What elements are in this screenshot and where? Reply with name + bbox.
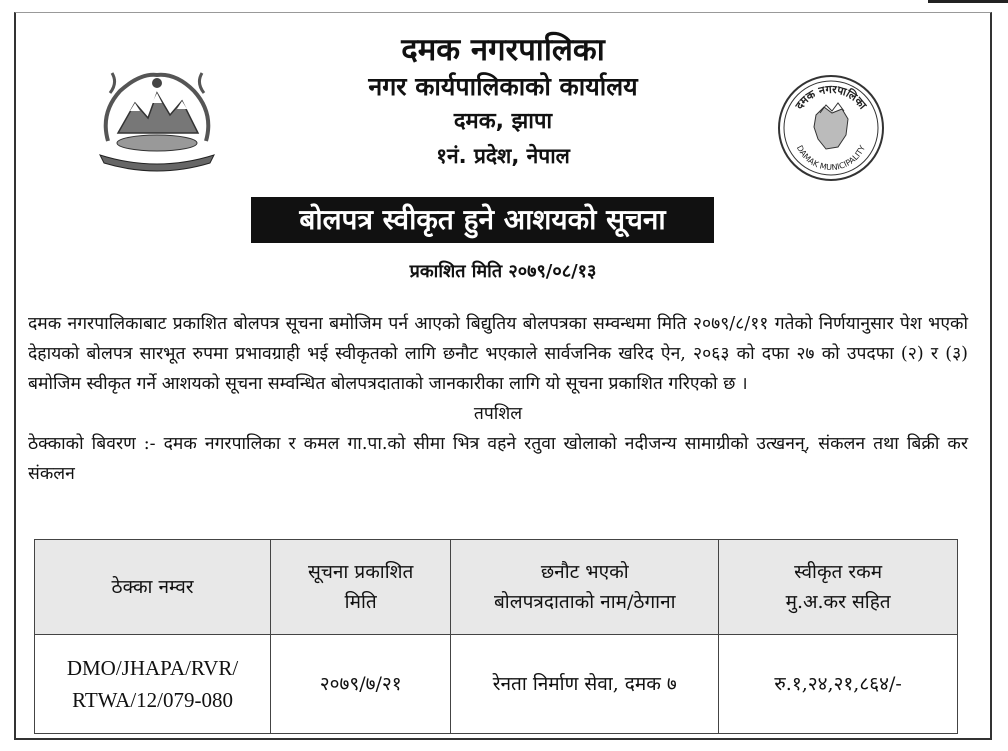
damak-municipality-seal-icon <box>776 73 886 183</box>
cell-notice-date: २०७९/७/२१ <box>271 635 451 734</box>
notice-sheet <box>14 12 992 740</box>
table-row <box>35 635 958 734</box>
cell-bidder: रेनता निर्माण सेवा, दमक ७ <box>451 635 719 734</box>
header-approved-amount: स्वीकृत रकम मु.अ.कर सहित <box>719 540 958 635</box>
seal-bottom-text: DAMAK MUNICIPALITY <box>794 143 868 173</box>
notice-title: बोलपत्र स्वीकृत हुने आशयको सूचना <box>251 197 714 243</box>
svg-text:दमक नगरपालिका <box>792 83 870 113</box>
letterhead <box>16 13 990 293</box>
header-selected-bidder: छनौट भएको बोलपत्रदाताको नाम/ठेगाना <box>451 540 719 635</box>
published-date: प्रकाशित मिति २०७९/०८/१३ <box>409 261 597 282</box>
cell-contract-number: DMO/JHAPA/RVR/ RTWA/12/079-080 <box>35 635 271 734</box>
header-notice-date: सूचना प्रकाशित मिति <box>271 540 451 635</box>
details-heading: तपशिल <box>473 404 523 424</box>
seal-top-text: दमक नगरपालिका <box>792 82 870 112</box>
cell-amount: रु.१,२४,२१,८६४/- <box>719 635 958 734</box>
contract-description: ठेक्काको बिवरण :- दमक नगरपालिका र कमल गा.पा.को सीमा भित्र वहने रतुवा खोलाको नदीजन्य सामाग्रीको उत्खनन्, संकलन तथा बिक्री कर संकलन <box>28 434 968 484</box>
notice-body <box>28 309 968 489</box>
contract-table <box>34 539 958 734</box>
notice-paragraph: दमक नगरपालिकाबाट प्रकाशित बोलपत्र सूचना बमोजिम पर्न आएको बिद्युतिय बोलपत्रका सम्वन्धमा मिति २०७९/८/११ गतेको निर्णयानुसार पेश भएको देहायको बोलपत्र सारभूत रुपमा प्रभावग्राही भई स्वीकृतको लागि छनौट भएकाले सार्वजनिक खरिद ऐन, २०६३ को दफा २७ को उपदफा (२) र (३) बमोजिम स्वीकृत गर्ने आशयको सूचना सम्वन्धित बोलपत्रदाताको जानकारीका लागि यो सूचना प्रकाशित गरिएको छ । <box>28 314 968 394</box>
office-name: नगर कार्यपालिकाको कार्यालय <box>368 72 638 101</box>
office-location: दमक, झापा <box>453 109 553 134</box>
municipality-name: दमक नगरपालिका <box>401 32 605 68</box>
paper-edge <box>928 0 1008 3</box>
table-header-row <box>35 540 958 635</box>
province-name: १नं. प्रदेश, नेपाल <box>436 144 570 168</box>
header-contract-number: ठेक्का नम्वर <box>35 540 271 635</box>
